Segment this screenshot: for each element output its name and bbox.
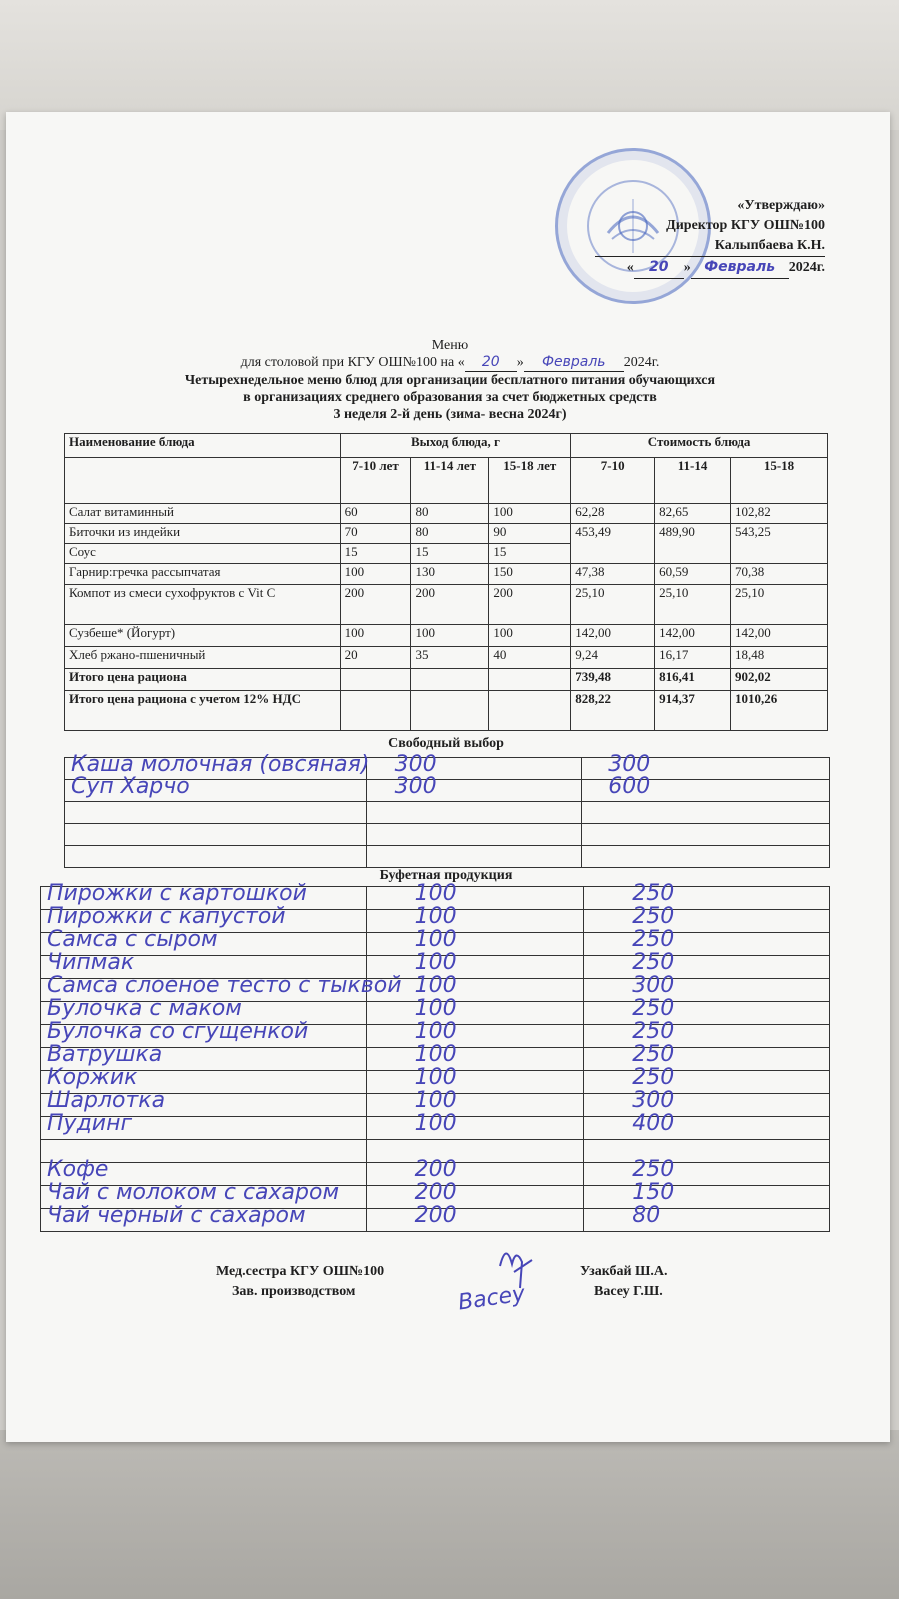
approval-block: [595, 196, 825, 279]
buffet-weight: 100: [414, 950, 457, 975]
buffet-name: Булочка с маком: [47, 996, 242, 1021]
buffet-price: 250: [632, 927, 675, 952]
table-row: Биточки из индейки 70 80 90 453,49 489,90 543,25: [65, 524, 828, 544]
buffet-weight: 100: [414, 927, 457, 952]
age-cost: 7-10: [571, 458, 655, 504]
signature-name-1: Узакбай Ш.А.: [580, 1264, 668, 1279]
buffet-table: [40, 881, 830, 1232]
buffet-name: Булочка со сгущенкой: [47, 1019, 309, 1044]
buffet-name: Пирожки с капустой: [47, 904, 286, 929]
free-choice-table: [64, 752, 830, 868]
buffet-weight: 200: [414, 1180, 457, 1205]
total-vat-row: Итого цена рациона с учетом 12% НДС 828,22 914,37 1010,26: [65, 691, 828, 731]
table-row: Салат витаминный 60 80 100 62,28 82,65 102,82: [65, 504, 828, 524]
buffet-price: 250: [632, 904, 675, 929]
buffet-price: 250: [632, 1042, 675, 1067]
document-header: [70, 337, 830, 423]
buffet-name: Пирожки с картошкой: [47, 881, 307, 906]
buffet-weight: 100: [414, 1088, 457, 1113]
free-choice-title: Свободный выбор: [388, 736, 504, 751]
table-row: [65, 802, 830, 824]
menu-week-day: 3 неделя 2-й день (зима- весна 2024г): [333, 407, 567, 422]
buffet-weight: 200: [414, 1157, 457, 1182]
age-output: 15-18 лет: [489, 458, 571, 504]
buffet-price: 300: [632, 1088, 675, 1113]
menu-subtitle-2: в организациях среднего образования за счет бюджетных средств: [243, 390, 657, 405]
buffet-name: Чипмак: [47, 950, 135, 975]
buffet-name: Шарлотка: [47, 1088, 166, 1113]
background-floor: [0, 1430, 899, 1599]
approval-date-day: 20: [648, 259, 669, 275]
buffet-weight: 100: [414, 1019, 457, 1044]
table-row: Каша молочная (овсяная) 300 300: [65, 758, 830, 780]
buffet-name: Ватрушка: [47, 1042, 163, 1067]
buffet-name: Чай с молоком с сахаром: [47, 1180, 340, 1205]
buffet-price: 250: [632, 1157, 675, 1182]
menu-subtitle: Четырехнедельное меню блюд для организации бесплатного питания обучающихся: [184, 373, 716, 388]
buffet-name: Кофе: [47, 1157, 109, 1182]
col-dish-name: Наименование блюда: [65, 434, 341, 458]
signature-name-2: Васеу Г.Ш.: [594, 1284, 663, 1299]
table-row: Компот из смеси сухофруктов с Vit C 200 200 200 25,10 25,10 25,10: [65, 585, 828, 625]
col-cost: Стоимость блюда: [571, 434, 828, 458]
buffet-price: 300: [632, 973, 675, 998]
buffet-weight: 100: [414, 881, 457, 906]
buffet-price: 250: [632, 1065, 675, 1090]
buffet-price: 80: [632, 1203, 661, 1228]
table-row: Хлеб ржано-пшеничный 20 35 40 9,24 16,17 18,48: [65, 647, 828, 669]
signature-handwritten-2: Васеу: [456, 1281, 527, 1316]
table-row: Суп Харчо 300 600: [65, 780, 830, 802]
buffet-weight: 100: [414, 1042, 457, 1067]
buffet-price: 250: [632, 881, 675, 906]
table-row: Соус 15 15 15: [65, 544, 828, 564]
approval-position: Директор КГУ ОШ№100: [666, 218, 825, 233]
buffet-price: 250: [632, 996, 675, 1021]
buffet-weight: 100: [414, 1111, 457, 1136]
buffet-name: Чай черный с сахаром: [47, 1203, 306, 1228]
menu-date-day: 20: [481, 354, 500, 370]
signature-role-1: Мед.сестра КГУ ОШ№100: [216, 1264, 385, 1279]
buffet-weight: 100: [414, 904, 457, 929]
menu-date-line: для столовой при КГУ ОШ№100 на « 20 » Февраль 2024г.: [240, 354, 660, 370]
approval-name: Калыпбаева К.Н.: [714, 238, 825, 253]
table-row: [65, 846, 830, 868]
approval-title: «Утверждаю»: [737, 198, 825, 213]
buffet-weight: 200: [414, 1203, 457, 1228]
buffet-name: Пудинг: [47, 1111, 133, 1136]
buffet-price: 250: [632, 950, 675, 975]
background-surface: [0, 0, 899, 130]
table-row: [41, 1117, 830, 1140]
buffet-price: 150: [632, 1180, 675, 1205]
age-output: 11-14 лет: [411, 458, 489, 504]
age-cost: 11-14: [655, 458, 731, 504]
table-row: Гарнир:гречка рассыпчатая 100 130 150 47,38 60,59 70,38: [65, 564, 828, 585]
buffet-name: Коржик: [47, 1065, 138, 1090]
col-output: Выход блюда, г: [340, 434, 571, 458]
buffet-price: 250: [632, 1019, 675, 1044]
buffet-weight: 100: [414, 996, 457, 1021]
buffet-weight: 100: [414, 973, 457, 998]
buffet-weight: 100: [414, 1065, 457, 1090]
signature-role-2: Зав. производством: [232, 1284, 356, 1299]
age-output: 7-10 лет: [340, 458, 411, 504]
menu-date-month: Февраль: [541, 354, 606, 370]
total-row: Итого цена рациона 739,48 816,41 902,02: [65, 669, 828, 691]
approval-date-month: Февраль: [704, 259, 776, 275]
age-cost: 15-18: [731, 458, 828, 504]
table-row: [41, 1209, 830, 1232]
menu-heading: Меню: [431, 338, 469, 353]
buffet-name: Самса слоеное тесто с тыквой: [47, 973, 402, 998]
table-row: Сузбеше* (Йогурт) 100 100 100 142,00 142,00 142,00: [65, 625, 828, 647]
buffet-price: 400: [632, 1111, 675, 1136]
table-row: [65, 824, 830, 846]
approval-date: « 20 » Февраль 2024г.: [595, 257, 825, 279]
buffet-title: Буфетная продукция: [379, 868, 513, 883]
menu-table: [64, 433, 828, 731]
buffet-name: Самса с сыром: [47, 927, 218, 952]
